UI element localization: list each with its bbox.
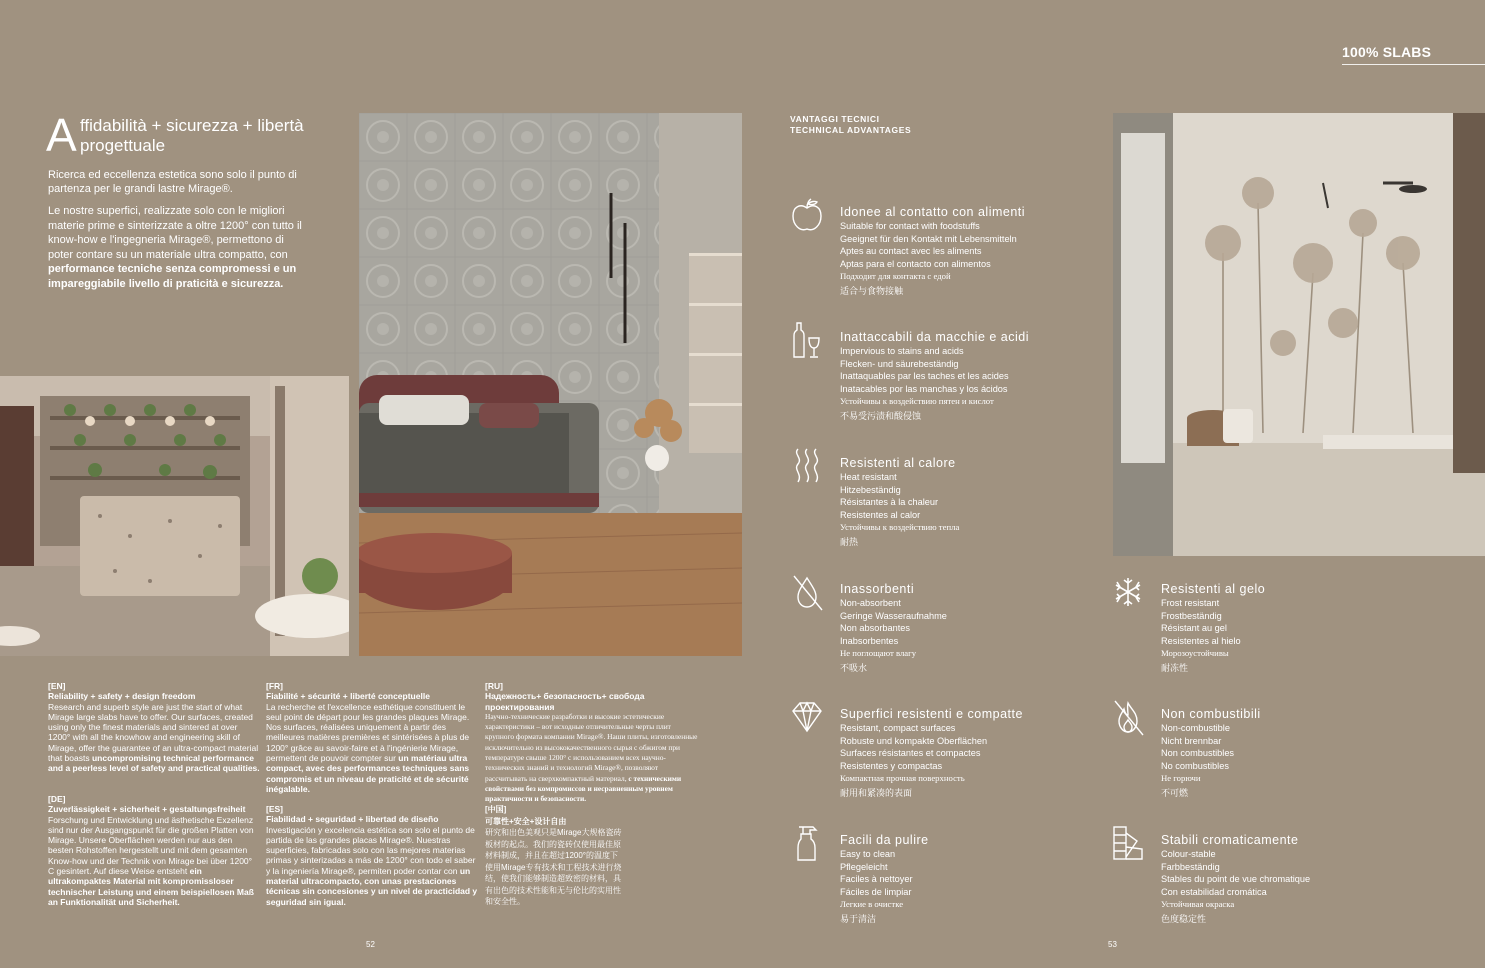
feature-de: Hitzebeständig	[840, 484, 901, 495]
lang-title: Fiabilité + sécurité + liberté conceptuelle	[266, 691, 430, 702]
feature-fr: Inattaquables par les taches et les acides	[840, 371, 1009, 381]
feature-name: Resistenti al calore	[840, 456, 956, 470]
feature-name: Facili da pulire	[840, 833, 929, 847]
lang-title: Zuverlässigkeit + sicherheit + gestaltungsfreiheit	[48, 804, 246, 815]
feature-ru: Легкие в очистке	[840, 899, 904, 909]
feature-es: Inabsorbentes	[840, 635, 899, 646]
feature-name: Superfici resistenti e compatte	[840, 707, 1023, 721]
feature-zh: 适合与食物接触	[840, 286, 904, 296]
feature-de: Geeignet für den Kontakt mit Lebensmitteln	[840, 233, 1017, 244]
feature-name: Inassorbenti	[840, 582, 915, 596]
feature-de: Frostbeständig	[1161, 610, 1222, 621]
feature-de: Flecken- und säurebeständig	[840, 358, 959, 369]
feature-fr: Non combustibles	[1161, 748, 1235, 758]
bathroom-photo	[1113, 113, 1485, 556]
feature-heat-resistant	[840, 456, 1080, 549]
feature-frost-resistant	[1161, 582, 1401, 675]
feature-es: Aptas para el contacto con alimentos	[840, 258, 991, 269]
feature-zh: 不吸水	[840, 663, 868, 673]
feature-compact-surfaces	[840, 707, 1080, 800]
spray-bottle-icon	[790, 823, 824, 863]
feature-en: Impervious to stains and acids	[840, 346, 964, 356]
store-photo	[0, 376, 349, 656]
feature-ru: Не поглощают влагу	[840, 648, 917, 658]
feature-fr: Surfaces résistantes et compactes	[840, 748, 981, 758]
lang-text-bold: un material ultracompacto, con unas prestaciones técnicas sin concesiones y un nivel de practicidad y seguridad sin igual.	[266, 865, 478, 907]
lang-title: 可靠性+安全+设计自由	[485, 816, 567, 826]
feature-zh: 不可燃	[1161, 788, 1189, 798]
intro-paragraph-2-bold: performance tecniche senza compromessi e un impareggiabile livello di praticità e sicurezza.	[48, 263, 297, 290]
feature-fr: Résistant au gel	[1161, 623, 1227, 633]
feature-zh: 耐冻性	[1161, 663, 1189, 673]
feature-zh: 易于清洁	[840, 914, 877, 924]
feature-non-combustible	[1161, 707, 1401, 800]
technical-title-en: TECHNICAL ADVANTAGES	[790, 124, 912, 135]
feature-en: Non-combustible	[1161, 723, 1230, 733]
heat-waves-icon	[790, 446, 824, 486]
feature-en: Easy to clean	[840, 849, 896, 859]
bottle-glass-icon	[790, 320, 824, 360]
technical-section-title	[790, 114, 911, 135]
feature-name: Resistenti al gelo	[1161, 582, 1266, 596]
feature-es: Resistentes al calor	[840, 509, 921, 520]
drop-cap: A	[46, 109, 77, 161]
feature-stains-acids	[840, 330, 1080, 423]
feature-easy-clean	[840, 833, 1080, 926]
feature-de: Pflegeleicht	[840, 861, 888, 872]
feature-non-absorbent	[840, 582, 1080, 675]
intro-paragraph-1: Ricerca ed eccellenza estetica sono solo il punto di partenza per le grandi lastre Mirage®.	[48, 169, 297, 195]
feature-en: Heat resistant	[840, 472, 897, 482]
feature-es: Fáciles de limpiar	[840, 886, 912, 897]
feature-en: Resistant, compact surfaces	[840, 723, 956, 733]
intro-title: ffidabilità + sicurezza + libertà progettuale	[80, 116, 304, 155]
feature-name: Stabili cromaticamente	[1161, 833, 1299, 847]
lang-text-bold: с техническими свойствами без компромиссов и несравненным уровнем практичности и безопасности.	[485, 773, 682, 804]
no-fire-icon	[1111, 697, 1145, 737]
lang-block-en	[48, 681, 260, 774]
apple-icon	[790, 195, 824, 235]
lang-text-bold: un matériau ultra compact, avec des performances techniques sans compromis et un niveau de praticité et de sécurité inégalable.	[266, 753, 470, 794]
feature-ru: Компактная прочная поверхность	[840, 773, 965, 783]
feature-name: Non combustibili	[1161, 707, 1261, 721]
color-swatch-icon	[1111, 823, 1145, 863]
intro-paragraph-2-text: Le nostre superfici, realizzate solo con le migliori materie prime e sinterizzate a oltre 1200° con tutto il know-how e l'ingegneria Mirage®, permettono di poter contare su un materiale ultra compatto, con	[48, 205, 302, 261]
feature-en: Suitable for contact with foodstuffs	[840, 221, 980, 231]
feature-name: Inattaccabili da macchie e acidi	[840, 330, 1030, 344]
feature-ru: Устойчивы к воздействию пятен и кислот	[840, 396, 994, 406]
no-drop-icon	[790, 572, 824, 612]
diamond-icon	[790, 697, 824, 737]
lang-code: [FR]	[266, 681, 283, 691]
feature-en: Colour-stable	[1161, 849, 1216, 859]
feature-es: Inatacables por las manchas y los ácidos	[840, 383, 1008, 394]
lang-text: Научно-технические разработки и высокие эстетические характеристики – вот исходные отличительные черты плит крупного формата компании Mirage®. Наши плиты, изготовленные исключительно из высококачественного сырья с обжигом при температуре свыше 1200° с использованием всех научно-технических знаний и технологий Mirage®, позволяют рассчитывать на сверхкомпактный материал,	[485, 711, 698, 783]
snowflake-icon	[1111, 572, 1145, 612]
lang-title: Reliability + safety + design freedom	[48, 691, 196, 702]
feature-es: Resistentes al hielo	[1161, 635, 1241, 646]
lang-block-zh	[485, 804, 625, 908]
feature-de: Farbbeständig	[1161, 861, 1220, 872]
lang-text: Investigación y excelencia estética son solo el punto de partida de las grandes placas Mirage®. Nuestras superficies, fabricadas solo con las mejores materias primas y sinterizadas a más de 1200° con todo el saber y la ingeniería Mirage®, permiten poder contar con	[266, 824, 476, 876]
lang-text-bold: ein ultrakompaktes Material mit kompromissloser technischer Leistung und einem beispiellosen Maß an Funktionalität und Sicherheit.	[48, 866, 254, 907]
feature-ru: Морозоустойчивы	[1161, 648, 1229, 658]
lang-code: [RU]	[485, 681, 503, 691]
feature-en: Non-absorbent	[840, 598, 901, 608]
feature-zh: 耐热	[840, 537, 859, 547]
lang-block-de	[48, 794, 260, 907]
feature-de: Geringe Wasseraufnahme	[840, 610, 947, 621]
lang-code: [ES]	[266, 804, 283, 814]
feature-fr: Faciles à nettoyer	[840, 874, 913, 884]
lang-title: Fiabilidad + seguridad + libertad de diseño	[266, 814, 439, 825]
lang-block-fr	[266, 681, 478, 794]
lang-title: Надежность+ безопасность+ свобода проектирования	[485, 691, 645, 712]
intro-paragraph-2	[48, 204, 310, 291]
feature-fr: Aptes au contact avec les aliments	[840, 246, 982, 256]
feature-en: Frost resistant	[1161, 598, 1220, 608]
feature-ru: Устойчивая окраска	[1161, 899, 1235, 909]
page-number-right: 53	[1108, 940, 1117, 949]
feature-fr: Stables du point de vue chromatique	[1161, 874, 1311, 884]
feature-de: Nicht brennbar	[1161, 735, 1222, 746]
lang-text: 研究和出色美观只是Mirage大规格瓷砖板材的起点。我们的瓷砖仅使用最佳原材料制成，并且在超过1200°的温度下使用Mirage专有技术和工程技术进行烧结，使我们能够制造超致密的材料，具有出色的技术性能和无与伦比的实用性和安全性。	[485, 828, 622, 906]
feature-name: Idonee al contatto con alimenti	[840, 205, 1026, 219]
lang-block-ru	[485, 681, 700, 805]
feature-es: Resistentes y compactas	[840, 760, 943, 771]
lang-block-es	[266, 804, 478, 907]
lang-code: [EN]	[48, 681, 66, 691]
feature-fr: Non absorbantes	[840, 623, 910, 633]
lang-code: [DE]	[48, 794, 66, 804]
feature-food-contact	[840, 205, 1080, 298]
feature-zh: 不易受污渍和酸侵蚀	[840, 411, 922, 421]
lang-text: Forschung und Entwicklung und ästhetische Exzellenz sind nur der Ausgangspunkt für die großen Platten von Mirage. Unsere Oberflächen werden nur aus den besten Rohstoffen hergestellt und mit dem gesamten Know-how und der Technik von Mirage bei über 1200° C gesintert. Auf diese Weise entsteht	[48, 814, 254, 877]
lang-text: La recherche et l'excellence esthétique constituent le seul point de départ pour les grandes plaques Mirage. Nos surfaces, réalisées uniquement à partir des meilleures matières premières et sintérisées à plus de 1200° grâce au savoir-faire et à l'ingénierie Mirage, permettent de pouvoir compter sur	[266, 701, 470, 764]
lang-text-bold: uncompromising technical performance and a peerless level of safety and practical qualities.	[48, 753, 260, 774]
header-rule	[1342, 64, 1485, 65]
feature-es: Con estabilidad cromática	[1161, 886, 1267, 897]
lang-text: Research and superb style are just the start of what Mirage large slabs have to offer. Our surfaces, created using only the finest materials and sintered at over 1200° with all the knowhow and engineering skill of Mirage, offer the guarantee of an ultra-compact material that boasts	[48, 701, 259, 764]
bedroom-photo	[359, 113, 742, 656]
technical-title-it: VANTAGGI TECNICI	[790, 114, 880, 124]
lang-code: [中国]	[485, 805, 507, 814]
feature-ru: Устойчивы к воздействию тепла	[840, 522, 960, 532]
feature-zh: 色度稳定性	[1161, 914, 1207, 924]
header-label: 100% SLABS	[1342, 44, 1432, 60]
feature-de: Robuste und kompakte Oberflächen	[840, 735, 988, 746]
feature-ru: Не горючи	[1161, 773, 1201, 783]
feature-ru: Подходит для контакта с едой	[840, 271, 951, 281]
feature-fr: Résistantes à la chaleur	[840, 497, 939, 507]
feature-es: No combustibles	[1161, 760, 1229, 771]
feature-zh: 耐用和紧凑的表面	[840, 788, 913, 798]
page-number-left: 52	[366, 940, 375, 949]
feature-colour-stable	[1161, 833, 1401, 926]
